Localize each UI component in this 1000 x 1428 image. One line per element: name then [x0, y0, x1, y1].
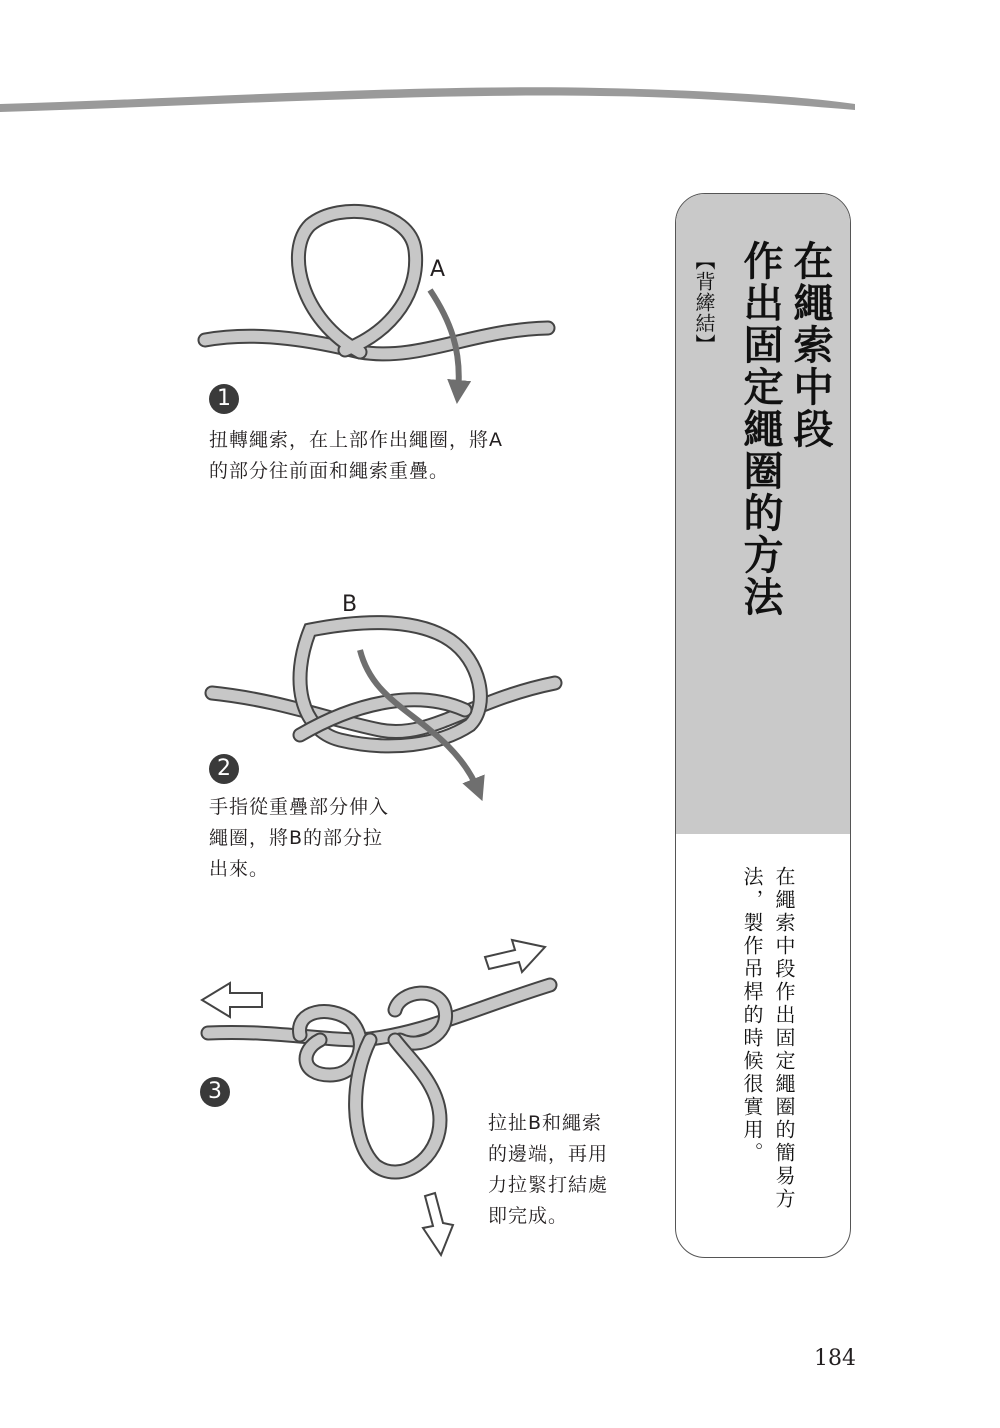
sidebar-title-line2: 作出固定繩圈的方法	[737, 240, 783, 618]
step3-arrow-down	[423, 1193, 453, 1255]
step3-arrow-right	[485, 940, 545, 972]
step3-arrow-left	[202, 983, 262, 1017]
page-number: 184	[814, 1346, 856, 1371]
step3-number: 3	[200, 1077, 230, 1107]
step3-text: 拉扯B和繩索 的邊端，再用 力拉緊打結處 即完成。	[488, 1112, 609, 1227]
step2-label-b: B	[342, 592, 358, 617]
step1-number: 1	[209, 384, 239, 414]
sidebar-tag: 【背縴結】	[692, 250, 716, 355]
sidebar-title-line1: 在繩索中段	[787, 240, 833, 450]
step1-label-a: A	[430, 257, 446, 282]
sidebar-panel	[675, 193, 851, 1258]
step2-number: 2	[209, 754, 239, 784]
step1-rope	[205, 211, 548, 354]
step1-text: 扭轉繩索，在上部作出繩圈，將A 的部分往前面和繩索重疊。	[209, 429, 503, 482]
step2-rope	[212, 623, 555, 746]
step2-text: 手指從重疊部分伸入 繩圈，將B的部分拉 出來。	[209, 796, 390, 880]
sidebar-description: 在繩索中段作出固定繩圈的簡易方 法，製作吊桿的時候很實用。	[740, 866, 796, 1211]
